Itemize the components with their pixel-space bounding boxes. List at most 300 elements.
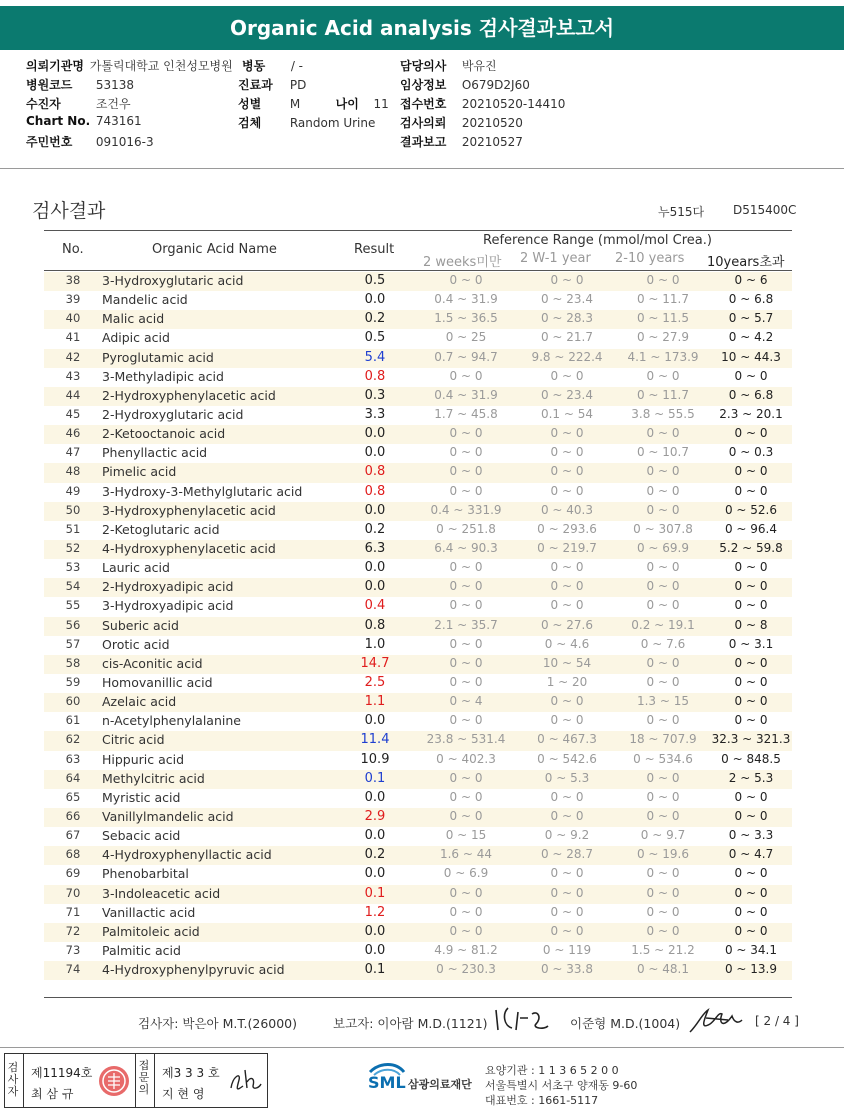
cell-range-2-10-years: 0 ~ 0 [646, 674, 680, 689]
cell-no: 39 [65, 292, 81, 307]
cell-result: 0.3 [364, 387, 386, 403]
stamp-divider-1 [23, 1054, 24, 1107]
table-row [44, 636, 792, 655]
institution-value: 가톨릭대학교 인천성모병원 [89, 59, 233, 73]
cell-range-2-weeks: 0 ~ 0 [449, 560, 483, 575]
cell-result: 0.0 [364, 560, 386, 576]
cell-range-2-10-years: 0 ~ 0 [646, 579, 680, 594]
table-row [44, 444, 792, 463]
cell-result: 0.5 [364, 330, 386, 346]
cell-range-2-weeks: 0 ~ 0 [449, 368, 483, 383]
cell-no: 53 [65, 560, 81, 575]
certification-stamp-box [4, 1053, 268, 1108]
cell-result: 0.0 [364, 866, 386, 882]
cell-range-2w-1-year: 0 ~ 23.4 [540, 292, 594, 307]
cell-range-2w-1-year: 0 ~ 33.8 [540, 962, 594, 977]
table-row [44, 865, 792, 884]
hospital-code-label: 병원코드 [26, 78, 73, 92]
cell-range-2w-1-year: 0 ~ 0 [550, 368, 584, 383]
cell-no: 49 [65, 483, 81, 498]
cell-result: 14.7 [360, 655, 390, 671]
cell-range-2w-1-year: 0 ~ 0 [550, 866, 584, 881]
table-header-rule [44, 270, 792, 271]
organization-phone: 대표번호 : 1661-5117 [485, 1094, 599, 1107]
cell-range-2-weeks: 0 ~ 0 [449, 713, 483, 728]
cell-range-2-weeks: 0 ~ 0 [449, 273, 483, 287]
cell-range-10-years-plus: 2 ~ 5.3 [728, 770, 774, 785]
cell-result: 1.2 [364, 904, 386, 920]
cell-range-10-years-plus: 0 ~ 0 [734, 464, 768, 479]
cell-range-2-10-years: 0 ~ 0 [646, 885, 680, 900]
cell-range-2-10-years: 0 ~ 0 [646, 655, 680, 670]
organization-address: 서울특별시 서초구 양재동 9-60 [485, 1079, 638, 1092]
cell-range-2w-1-year: 0 ~ 0 [550, 579, 584, 594]
cell-result: 0.8 [364, 483, 386, 499]
cell-acid-name: 3-Hydroxy-3-Methylglutaric acid [102, 483, 303, 499]
cell-range-10-years-plus: 0 ~ 0 [734, 426, 768, 441]
cell-range-2w-1-year: 0 ~ 28.7 [540, 847, 594, 862]
cell-range-2w-1-year: 0 ~ 5.3 [544, 770, 590, 785]
cell-result: 0.0 [364, 942, 386, 958]
column-header-name: Organic Acid Name [152, 242, 277, 257]
cell-range-2-10-years: 0 ~ 19.6 [636, 847, 690, 862]
cell-range-2w-1-year: 0 ~ 0 [550, 483, 584, 498]
table-row [44, 885, 792, 904]
report-title: Organic Acid analysis 검사결과보고서 [0, 6, 844, 50]
table-top-rule [44, 230, 792, 231]
table-row [44, 712, 792, 731]
cell-result: 5.4 [364, 349, 386, 365]
cell-range-2w-1-year: 0 ~ 0 [550, 713, 584, 728]
department-info [238, 76, 306, 93]
cell-acid-name: Pimelic acid [102, 464, 177, 480]
table-row [44, 731, 792, 750]
cell-range-2w-1-year: 0 ~ 0 [550, 464, 584, 479]
cell-result: 0.2 [364, 311, 386, 327]
cell-range-10-years-plus: 0 ~ 0 [734, 713, 768, 728]
cell-result: 0.1 [364, 770, 386, 786]
cell-range-10-years-plus: 0 ~ 848.5 [721, 751, 781, 766]
cell-range-10-years-plus: 2.3 ~ 20.1 [719, 406, 783, 421]
table-row [44, 961, 792, 980]
cell-no: 64 [65, 770, 81, 785]
cell-no: 41 [65, 330, 81, 345]
cell-range-2-10-years: 0 ~ 0 [646, 866, 680, 881]
table-row [44, 406, 792, 425]
cell-acid-name: Phenobarbital [102, 866, 189, 882]
cell-no: 63 [65, 751, 81, 766]
cell-range-2-weeks: 0 ~ 0 [449, 904, 483, 919]
cell-no: 48 [65, 464, 81, 479]
cell-result: 0.0 [364, 445, 386, 461]
cell-acid-name: 2-Hydroxyglutaric acid [102, 406, 244, 422]
chart-no-label: Chart No. [26, 114, 91, 128]
cell-range-2-10-years: 0 ~ 0 [646, 560, 680, 575]
cell-range-2-10-years: 0 ~ 0 [646, 464, 680, 479]
table-row [44, 272, 792, 291]
cell-range-10-years-plus: 0 ~ 0 [734, 579, 768, 594]
cell-range-2-10-years: 0 ~ 0 [646, 789, 680, 804]
stamp2-vertical-label [138, 1060, 152, 1096]
cell-range-2w-1-year: 0 ~ 0 [550, 426, 584, 441]
cell-acid-name: Phenyllactic acid [102, 445, 208, 461]
report-date-value: 20210527 [461, 135, 523, 149]
cell-range-2-weeks: 0.4 ~ 31.9 [434, 292, 498, 307]
cell-range-2-weeks: 2.1 ~ 35.7 [434, 617, 498, 632]
sex-label: 성별 [238, 97, 262, 111]
sex-info [238, 95, 389, 112]
ward-label: 병동 [242, 59, 266, 73]
cell-result: 10.9 [360, 751, 390, 767]
cell-range-2-10-years: 3.8 ~ 55.5 [631, 406, 695, 421]
cell-acid-name: 3-Hydroxyadipic acid [102, 598, 234, 614]
cell-range-2w-1-year: 0 ~ 542.6 [537, 751, 597, 766]
reporter2-handwritten-signature [688, 1004, 744, 1036]
clinical-info [400, 76, 530, 93]
cell-no: 61 [65, 713, 81, 728]
cell-range-10-years-plus: 0 ~ 8 [734, 617, 768, 632]
cell-range-10-years-plus: 5.2 ~ 59.8 [719, 540, 783, 555]
cell-range-2-10-years: 0 ~ 0 [646, 808, 680, 823]
cell-range-2w-1-year: 0 ~ 21.7 [540, 330, 594, 345]
department-value: PD [289, 78, 307, 92]
cell-result: 0.0 [364, 828, 386, 844]
reporter-signature: 보고자: 이아람 M.D.(1121) [333, 1016, 488, 1031]
cell-acid-name: Vanillylmandelic acid [102, 808, 234, 824]
cell-result: 0.1 [364, 962, 386, 978]
table-row [44, 559, 792, 578]
patient-label: 수진자 [26, 97, 61, 111]
table-row [44, 578, 792, 597]
cell-range-2-10-years: 0 ~ 307.8 [633, 521, 693, 536]
cell-result: 0.0 [364, 426, 386, 442]
cell-range-2w-1-year: 0 ~ 119 [542, 942, 592, 957]
report-code-1: 누515다 [658, 205, 705, 219]
cell-acid-name: Methylcitric acid [102, 770, 205, 786]
cell-range-10-years-plus: 0 ~ 3.1 [728, 636, 774, 651]
cell-no: 65 [65, 789, 81, 804]
cell-range-2-weeks: 0 ~ 6.9 [443, 866, 489, 881]
clinical-info-value: O679D2J60 [461, 78, 530, 92]
cell-range-2w-1-year: 0 ~ 0 [550, 445, 584, 460]
cell-range-2-10-years: 0 ~ 11.7 [636, 387, 690, 402]
tester-signature: 검사자: 박은아 M.T.(26000) [138, 1016, 298, 1031]
cell-no: 51 [65, 521, 81, 536]
cell-range-10-years-plus: 0 ~ 34.1 [724, 942, 778, 957]
clinical-info-label: 임상정보 [400, 78, 447, 92]
cell-result: 1.1 [364, 694, 386, 710]
cell-acid-name: Orotic acid [102, 636, 170, 652]
resident-no-info [26, 133, 154, 150]
cell-no: 69 [65, 866, 81, 881]
cell-range-2-weeks: 23.8 ~ 531.4 [426, 732, 506, 747]
cell-result: 0.0 [364, 502, 386, 518]
cell-range-10-years-plus: 0 ~ 0 [734, 674, 768, 689]
column-header-result: Result [354, 242, 395, 257]
ward-info [242, 57, 303, 74]
cell-no: 74 [65, 962, 81, 977]
cell-range-2-weeks: 0.7 ~ 94.7 [434, 349, 498, 364]
cell-range-2w-1-year: 0.1 ~ 54 [540, 406, 594, 421]
column-header-range-2: 2 W-1 year [520, 251, 591, 266]
cell-range-2-weeks: 0 ~ 0 [449, 789, 483, 804]
cell-range-2-weeks: 0 ~ 251.8 [436, 521, 496, 536]
cell-acid-name: 2-Hydroxyadipic acid [102, 579, 234, 595]
cell-range-2-10-years: 4.1 ~ 173.9 [627, 349, 699, 364]
cell-range-2w-1-year: 0 ~ 0 [550, 694, 584, 709]
cell-acid-name: Azelaic acid [102, 694, 177, 710]
report-date-info [400, 133, 523, 150]
stamp-divider-2 [135, 1054, 136, 1107]
cell-acid-name: Palmitic acid [102, 942, 181, 958]
cell-range-2-10-years: 0 ~ 69.9 [636, 540, 690, 555]
table-row [44, 329, 792, 348]
reporter-handwritten-signature [492, 1004, 552, 1034]
age-value: 11 [373, 97, 389, 111]
column-header-range-3: 2-10 years [615, 251, 685, 266]
cell-result: 0.0 [364, 713, 386, 729]
table-row [44, 502, 792, 521]
cell-result: 1.0 [364, 636, 386, 652]
table-row [44, 904, 792, 923]
header-divider [0, 168, 844, 169]
resident-no-value: 091016-3 [95, 135, 154, 149]
table-row [44, 789, 792, 808]
cell-range-2-weeks: 0 ~ 0 [449, 674, 483, 689]
cell-range-10-years-plus: 0 ~ 0 [734, 598, 768, 613]
cell-result: 6.3 [364, 540, 386, 556]
chart-no-value: 743161 [95, 114, 142, 128]
table-row [44, 693, 792, 712]
cell-range-2-weeks: 0 ~ 0 [449, 483, 483, 498]
cell-result: 0.1 [364, 885, 386, 901]
cell-range-2-weeks: 0 ~ 0 [449, 445, 483, 460]
cell-result: 0.8 [364, 464, 386, 480]
cell-range-2w-1-year: 0 ~ 28.3 [540, 311, 594, 326]
cell-result: 3.3 [364, 406, 386, 422]
cell-no: 68 [65, 847, 81, 862]
cell-result: 0.0 [364, 789, 386, 805]
cell-range-2w-1-year: 1 ~ 20 [546, 674, 588, 689]
stamp2-license-no: 제3 3 3 호 [162, 1066, 220, 1080]
cell-range-2-weeks: 0 ~ 0 [449, 579, 483, 594]
request-date-label: 검사의뢰 [400, 116, 447, 130]
cell-acid-name: n-Acetylphenylalanine [102, 713, 241, 729]
organization-name: 삼광의료재단 [408, 1078, 472, 1091]
cell-range-2w-1-year: 0 ~ 0 [550, 560, 584, 575]
table-row [44, 425, 792, 444]
cell-range-2-weeks: 1.5 ~ 36.5 [434, 311, 498, 326]
table-row [44, 521, 792, 540]
stamp2-handwritten-signature [227, 1066, 263, 1096]
receipt-no-info [400, 95, 565, 112]
cell-range-2-10-years: 0 ~ 0 [646, 598, 680, 613]
cell-no: 57 [65, 636, 81, 651]
receipt-no-value: 20210520-14410 [461, 97, 566, 111]
cell-result: 0.2 [364, 847, 386, 863]
hospital-code-value: 53138 [95, 78, 135, 92]
cell-range-2-10-years: 0 ~ 48.1 [636, 962, 690, 977]
cell-range-10-years-plus: 0 ~ 4.7 [728, 847, 774, 862]
cell-range-2w-1-year: 0 ~ 40.3 [540, 502, 594, 517]
cell-result: 0.8 [364, 617, 386, 633]
cell-range-2w-1-year: 0 ~ 293.6 [537, 521, 597, 536]
table-row [44, 540, 792, 559]
cell-no: 46 [65, 426, 81, 441]
cell-range-10-years-plus: 0 ~ 0 [734, 368, 768, 383]
cell-acid-name: 4-Hydroxyphenylacetic acid [102, 540, 276, 556]
table-row [44, 942, 792, 961]
cell-no: 45 [65, 406, 81, 421]
cell-no: 55 [65, 598, 81, 613]
table-row [44, 291, 792, 310]
cell-range-10-years-plus: 0 ~ 6.8 [728, 292, 774, 307]
cell-acid-name: Palmitoleic acid [102, 923, 200, 939]
cell-no: 59 [65, 674, 81, 689]
cell-acid-name: Vanillactic acid [102, 904, 196, 920]
cell-acid-name: Pyroglutamic acid [102, 349, 214, 365]
cell-acid-name: Malic acid [102, 311, 165, 327]
report-code-2: D515400C [733, 203, 797, 217]
cell-range-2-weeks: 1.7 ~ 45.8 [434, 406, 498, 421]
cell-range-2-weeks: 1.6 ~ 44 [439, 847, 493, 862]
cell-range-10-years-plus: 0 ~ 6.8 [728, 387, 774, 402]
cell-no: 40 [65, 311, 81, 326]
cell-acid-name: 3-Hydroxyphenylacetic acid [102, 502, 276, 518]
table-row [44, 751, 792, 770]
cell-range-2-weeks: 0 ~ 230.3 [436, 962, 496, 977]
cell-acid-name: 4-Hydroxyphenyllactic acid [102, 847, 272, 863]
cell-range-2w-1-year: 0 ~ 27.6 [540, 617, 594, 632]
cell-range-2w-1-year: 0 ~ 0 [550, 789, 584, 804]
cell-range-2w-1-year: 0 ~ 0 [550, 885, 584, 900]
cell-no: 43 [65, 368, 81, 383]
table-bottom-rule [44, 997, 792, 998]
cell-no: 56 [65, 617, 81, 632]
cell-acid-name: Lauric acid [102, 560, 170, 576]
cell-acid-name: Mandelic acid [102, 292, 188, 308]
column-header-range-4: 10years초과 [707, 255, 785, 270]
cell-acid-name: Adipic acid [102, 330, 170, 346]
cell-range-2w-1-year: 0 ~ 0 [550, 808, 584, 823]
cell-range-2w-1-year: 9.8 ~ 222.4 [531, 349, 603, 364]
cell-result: 0.0 [364, 292, 386, 308]
cell-range-2w-1-year: 0 ~ 0 [550, 598, 584, 613]
cell-range-2-weeks: 0 ~ 0 [449, 808, 483, 823]
cell-acid-name: 2-Ketoglutaric acid [102, 521, 220, 537]
cell-no: 72 [65, 923, 81, 938]
cell-range-10-years-plus: 0 ~ 0 [734, 694, 768, 709]
cell-range-2-weeks: 0 ~ 0 [449, 426, 483, 441]
column-header-no: No. [62, 242, 84, 257]
stamp1-name: 최 삼 규 [31, 1087, 74, 1101]
cell-range-10-years-plus: 0 ~ 0 [734, 866, 768, 881]
cell-range-2w-1-year: 0 ~ 467.3 [537, 732, 597, 747]
cell-acid-name: Suberic acid [102, 617, 179, 633]
stamp1-license-no: 제11194호 [31, 1066, 93, 1080]
cell-range-10-years-plus: 0 ~ 6 [734, 273, 768, 287]
cell-result: 2.5 [364, 674, 386, 690]
cell-range-10-years-plus: 0 ~ 0 [734, 655, 768, 670]
resident-no-label: 주민번호 [26, 135, 73, 149]
cell-no: 71 [65, 904, 81, 919]
table-row [44, 827, 792, 846]
chart-no-info [26, 114, 142, 128]
cell-range-10-years-plus: 0 ~ 0.3 [728, 445, 774, 460]
cell-range-2-weeks: 0 ~ 402.3 [436, 751, 496, 766]
cell-no: 62 [65, 732, 81, 747]
department-label: 진료과 [238, 78, 273, 92]
cell-range-2-10-years: 1.3 ~ 15 [636, 694, 690, 709]
cell-range-2-10-years: 0 ~ 0 [646, 923, 680, 938]
cell-range-2-10-years: 0 ~ 10.7 [636, 445, 690, 460]
organization-code: 요양기관 : 1 1 3 6 5 2 0 0 [485, 1064, 619, 1077]
cell-no: 42 [65, 349, 81, 364]
table-row [44, 923, 792, 942]
cell-no: 54 [65, 579, 81, 594]
table-row [44, 655, 792, 674]
cell-range-2-weeks: 0 ~ 0 [449, 636, 483, 651]
cell-result: 0.0 [364, 923, 386, 939]
cell-range-2-weeks: 6.4 ~ 90.3 [434, 540, 498, 555]
cell-range-10-years-plus: 0 ~ 0 [734, 923, 768, 938]
cell-result: 0.0 [364, 579, 386, 595]
cell-acid-name: Citric acid [102, 732, 165, 748]
reporter2-signature: 이준형 M.D.(1004) [570, 1016, 681, 1031]
cell-range-2w-1-year: 0 ~ 219.7 [537, 540, 597, 555]
patient-value: 조건우 [95, 97, 131, 111]
cell-range-2-10-years: 0 ~ 27.9 [636, 330, 690, 345]
cell-no: 44 [65, 387, 81, 402]
doctor-label: 담당의사 [400, 59, 447, 73]
request-date-value: 20210520 [461, 116, 523, 130]
cell-range-2-10-years: 0 ~ 11.7 [636, 292, 690, 307]
official-seal-icon [97, 1064, 131, 1098]
cell-range-10-years-plus: 0 ~ 0 [734, 560, 768, 575]
table-row [44, 808, 792, 827]
table-row [44, 310, 792, 329]
column-header-range-1: 2 weeks미만 [423, 255, 502, 270]
doctor-info [400, 57, 497, 74]
cell-range-2w-1-year: 10 ~ 54 [542, 655, 592, 670]
cell-range-2-10-years: 0 ~ 0 [646, 502, 680, 517]
cell-range-10-years-plus: 0 ~ 0 [734, 789, 768, 804]
cell-range-2w-1-year: 0 ~ 0 [550, 923, 584, 938]
cell-acid-name: 3-Indoleacetic acid [102, 885, 221, 901]
sml-logo-text: SML [368, 1073, 406, 1092]
cell-range-10-years-plus: 10 ~ 44.3 [721, 349, 781, 364]
section-title: 검사결과 [32, 200, 106, 222]
cell-acid-name: cis-Aconitic acid [102, 655, 203, 671]
table-row [44, 368, 792, 387]
stamp-divider-3 [154, 1054, 155, 1107]
cell-acid-name: Myristic acid [102, 789, 181, 805]
table-row [44, 674, 792, 693]
cell-range-10-years-plus: 0 ~ 13.9 [724, 962, 778, 977]
cell-range-2-10-years: 0 ~ 0 [646, 904, 680, 919]
cell-acid-name: 2-Ketooctanoic acid [102, 426, 226, 442]
cell-range-2-10-years: 0 ~ 0 [646, 483, 680, 498]
cell-acid-name: 3-Hydroxyglutaric acid [102, 273, 244, 288]
cell-acid-name: Homovanillic acid [102, 674, 213, 690]
stamp1-vertical-label [7, 1062, 21, 1098]
cell-range-10-years-plus: 0 ~ 96.4 [724, 521, 778, 536]
request-date-info [400, 114, 523, 131]
specimen-value: Random Urine [289, 116, 376, 130]
cell-range-2-weeks: 0 ~ 0 [449, 770, 483, 785]
cell-range-2-weeks: 0 ~ 15 [445, 828, 487, 843]
cell-range-2-weeks: 0 ~ 25 [445, 330, 487, 345]
